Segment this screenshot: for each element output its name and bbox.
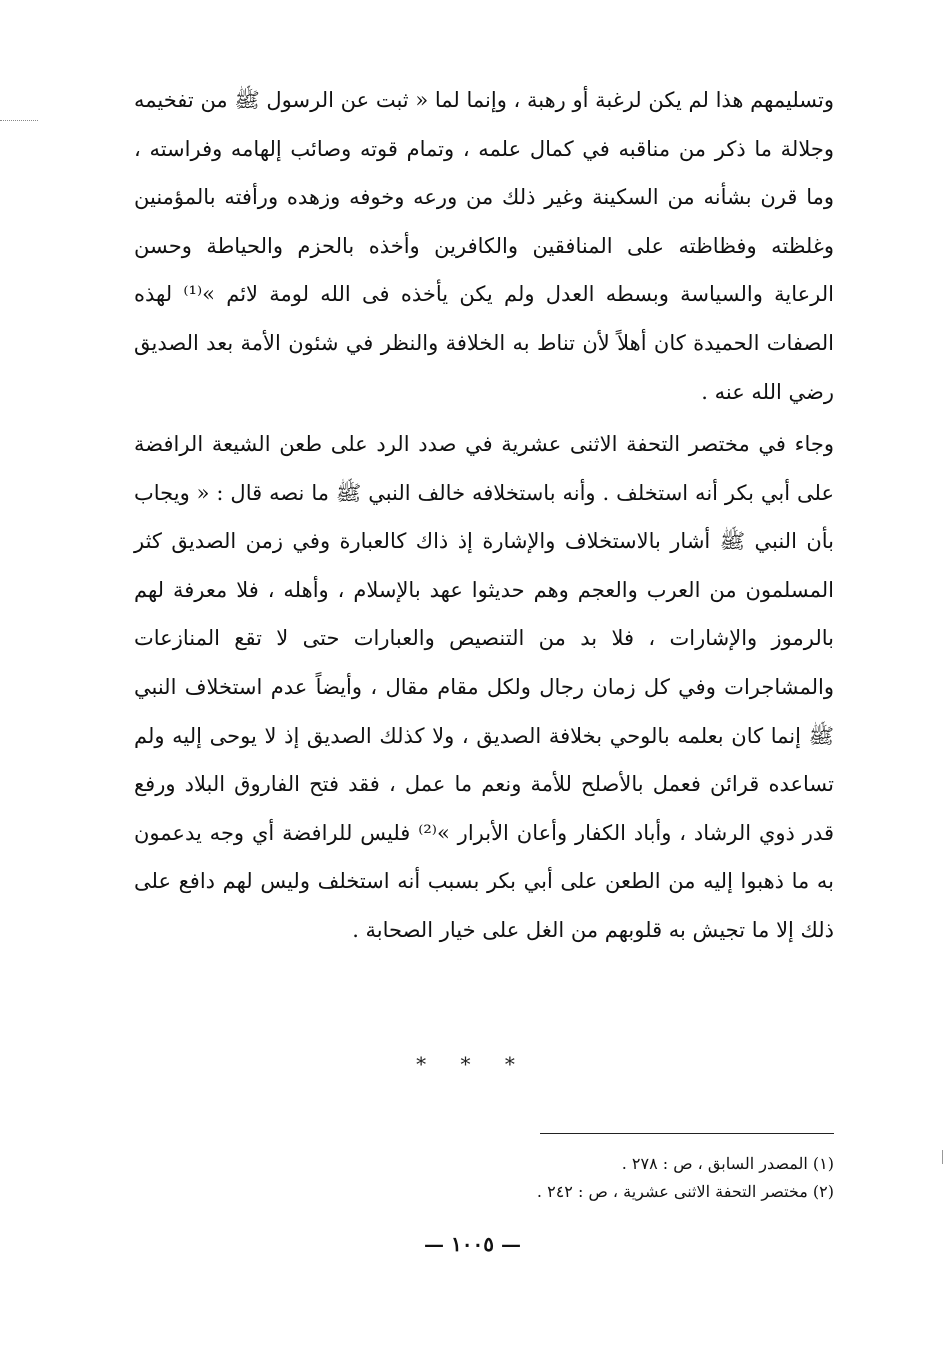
scan-artifact-mark — [0, 120, 38, 121]
paragraph-2: وجاء في مختصر التحفة الاثنى عشرية في صدد الرد على طعن الشيعة الرافضة على أبي بكر أنه استخلف . وأنه باستخلافه خالف النبي ﷺ ما نصه قال : « ويجاب بأن النبي ﷺ أشار بالاستخلاف والإشارة إذ ذاك كالعبارة وفي زمن الصديق كثر المسلمون من العرب والعجم وهم حديثوا عهد بالإسلام ، وأهله ، فلا معرفة لهم بالرموز والإشارات ، فلا بد من التنصيص والعبارات حتى لا تقع المنازعات والمشاجرات وفي كل زمان رجال ولكل مقام مقال ، وأيضاً عدم استخلاف النبي ﷺ إنما كان بعلمه بالوحي بخلافة الصديق ، ولا كذلك الصديق إذ لا يوحى إليه ولم تساعده قرائن فعمل بالأصلح للأمة ونعم ما عمل ، فقد فتح الفاروق البلاد ورفع قدر ذوي الرشاد ، وأباد الكفار وأعان الأبرار »⁽²⁾ فليس للرافضة أي وجه يدعمون به ما ذهبوا إليه من الطعن على أبي بكر بسبب أنه استخلف وليس لهم دافع على ذلك إلا ما تجيش به قلوبهم من الغل على خيار الصحابة . — [134, 432, 834, 942]
scan-edge-mark — [942, 1150, 943, 1164]
section-separator: * * * — [416, 1052, 529, 1076]
footnote-rule — [540, 1133, 834, 1134]
footnote-2: (٢) مختصر التحفة الاثنى عشرية ، ص : ٢٤٢ . — [536, 1182, 834, 1201]
page-number: — ١٠٠٥ — — [424, 1232, 521, 1256]
footnote-1: (١) المصدر السابق ، ص : ٢٧٨ . — [621, 1154, 834, 1173]
paragraph-1: وتسليمهم هذا لم يكن لرغبة أو رهبة ، وإنما لما « ثبت عن الرسول ﷺ من تفخيمه وجلالة ما ذكر من مناقبه في كمال علمه ، وتمام قوته وصائب إلهامه وفراسته ، وما قرن بشأنه من السكينة وغير ذلك من ورعه وخوفه وزهده ورأفته بالمؤمنين وغلظته وفظاظته على المنافقين والكافرين وأخذه بالحزم والحياطة وحسن الرعاية والسياسة وبسطه العدل ولم يكن يأخذه فى الله لومة لائم »⁽¹⁾ لهذه الصفات الحميدة كان أهلاً لأن تناط به الخلافة والنظر في شئون الأمة بعد الصديق رضي الله عنه . — [134, 88, 834, 404]
footnotes — [134, 1150, 834, 1206]
